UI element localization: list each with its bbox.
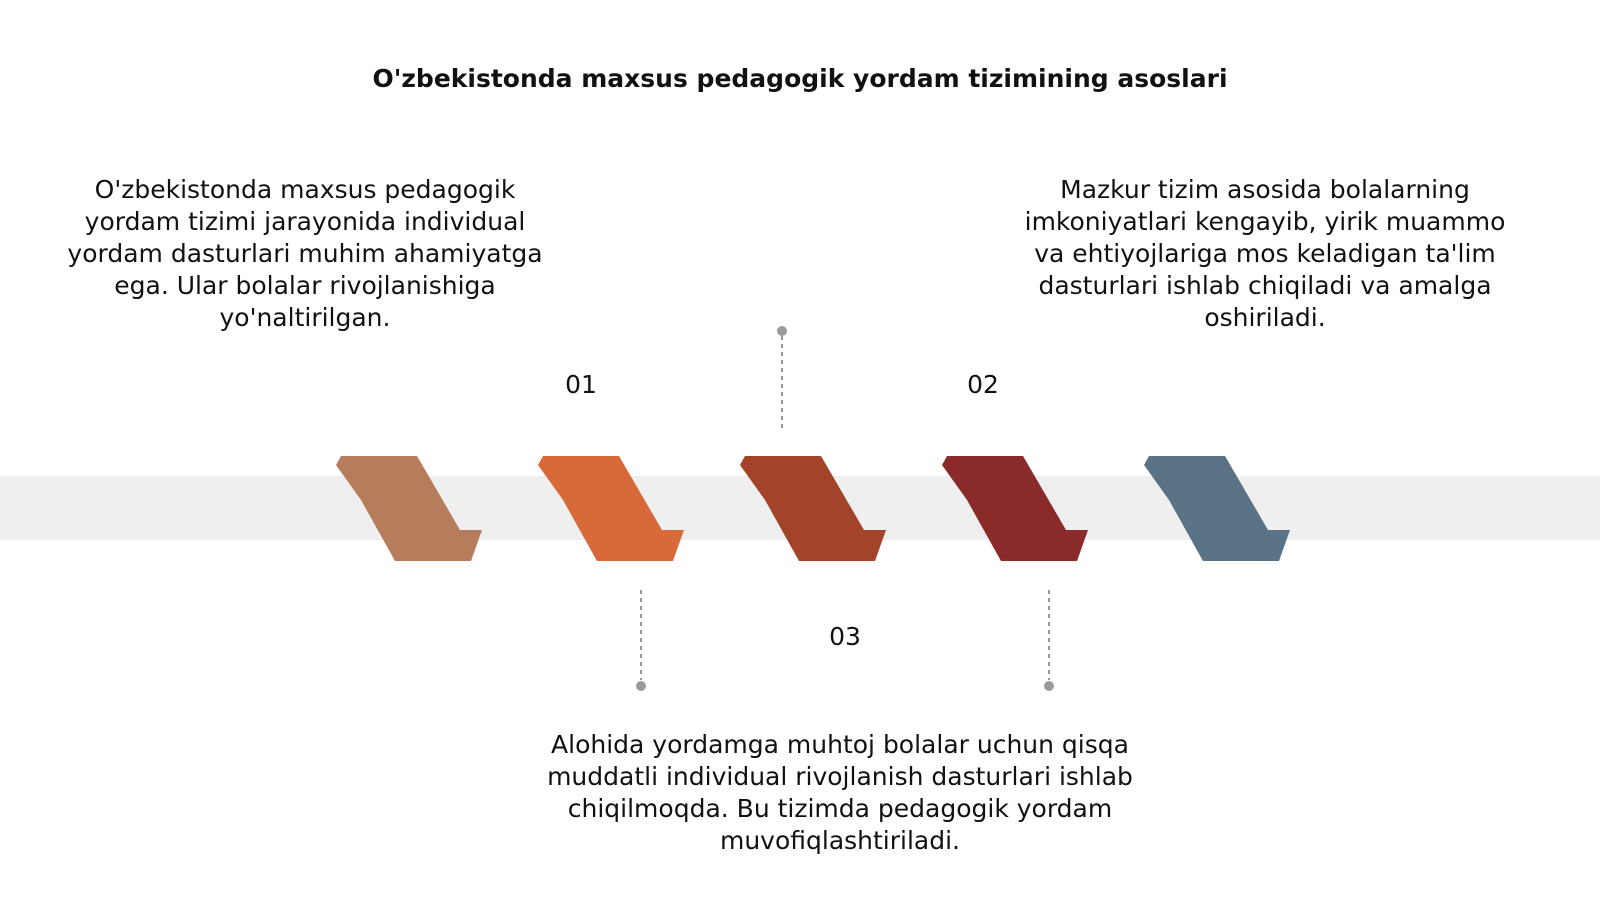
step-2-number: 02 (967, 370, 999, 399)
chevron-3 (740, 456, 886, 561)
connector-bottom-left-dot (636, 681, 646, 691)
chevron-2 (538, 456, 684, 561)
step-1-text: O'zbekistonda maxsus pedagogik yordam tizimi jarayonida individual yordam dasturlari muhim ahamiyatga ega. Ular bolalar rivojlanishiga yo'naltirilgan. (67, 175, 543, 332)
step-3-number: 03 (829, 622, 861, 651)
chevron-1 (336, 456, 482, 561)
step-3-text: Alohida yordamga muhtoj bolalar uchun qisqa muddatli individual rivojlanish dasturlari ishlab chiqilmoqda. Bu tizimda pedagogik yordam muvofiqlashtiriladi. (547, 730, 1133, 855)
step-2-text: Mazkur tizim asosida bolalarning imkoniyatlari kengayib, yirik muammo va ehtiyojlariga mos keladigan ta'lim dasturlari ishlab chiqiladi va amalga oshiriladi. (1024, 175, 1506, 332)
connector-top-dot (777, 326, 787, 336)
page-title: O'zbekistonda maxsus pedagogik yordam tizimining asoslari (372, 64, 1228, 93)
step-1-number: 01 (565, 370, 597, 399)
chevron-5 (1144, 456, 1290, 561)
chevron-4 (942, 456, 1088, 561)
connector-bottom-right-dot (1044, 681, 1054, 691)
